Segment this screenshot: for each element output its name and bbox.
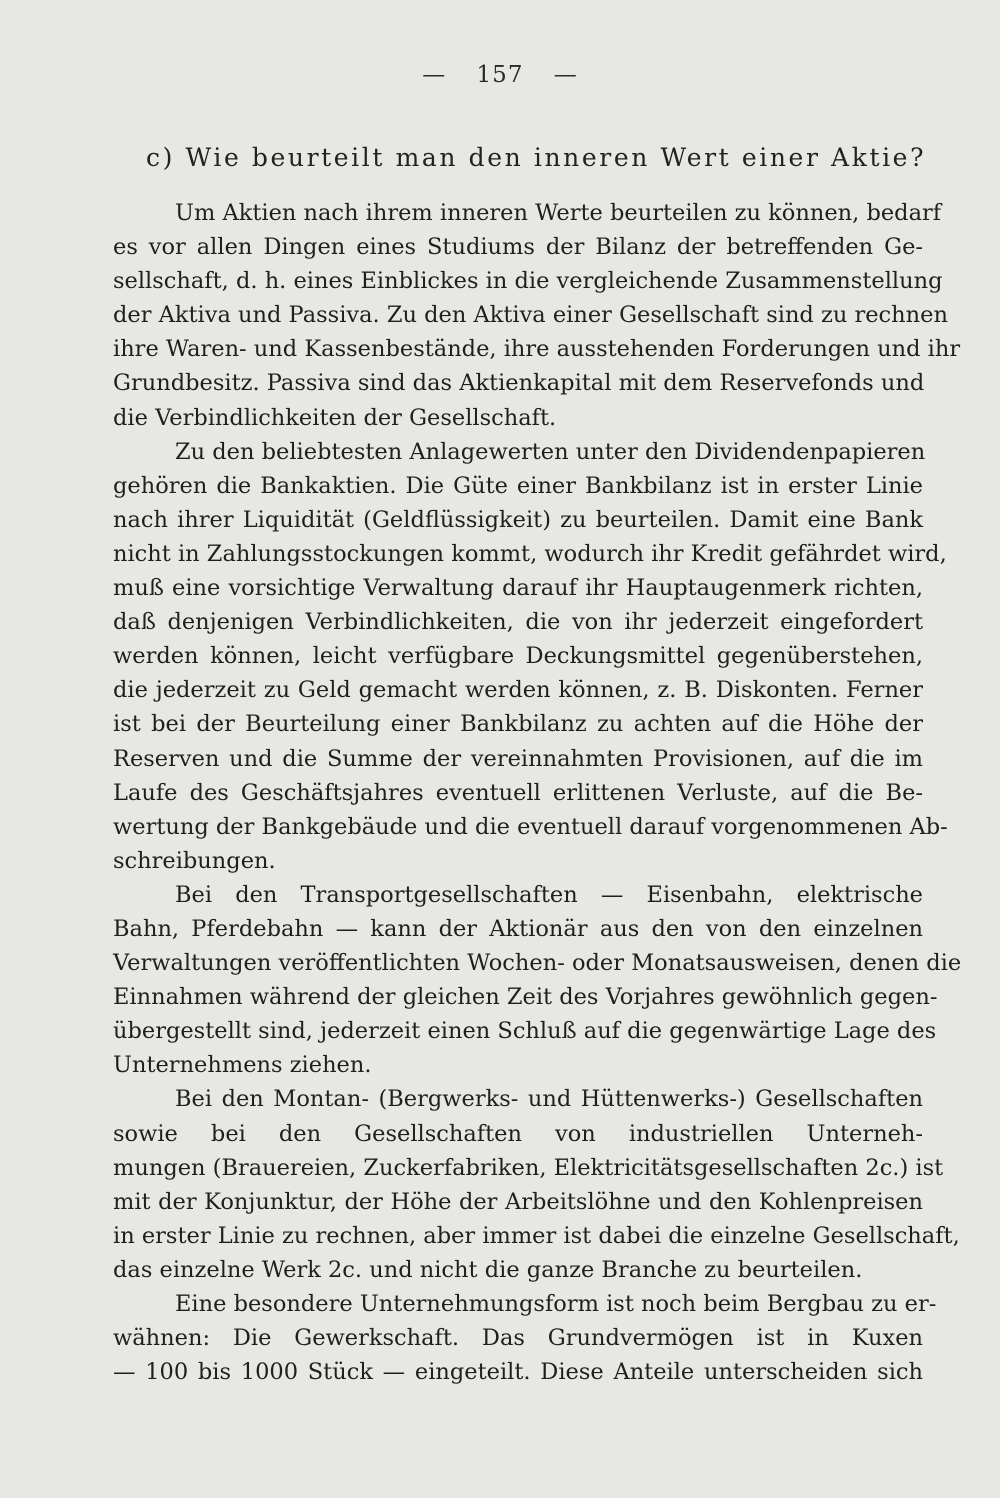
- text-line: Einnahmen während der gleichen Zeit des Vorjahres gewöhnlich gegen-: [113, 984, 938, 1011]
- page-number-dash-left: —: [422, 62, 447, 88]
- text-line: Bei den Transportgesellschaften — Eisenbahn, elektrische: [175, 881, 923, 908]
- section-heading: c) Wie beurteilt man den inneren Wert einer Aktie?: [146, 143, 927, 172]
- text-line: wähnen: Die Gewerkschaft. Das Grundvermögen ist in Kuxen: [113, 1325, 923, 1352]
- text-line: Eine besondere Unternehmungsform ist noch beim Bergbau zu er-: [175, 1291, 937, 1317]
- text-line: Laufe des Geschäftsjahres eventuell erlittenen Verluste, auf die Be-: [113, 779, 923, 806]
- text-line: schreibungen.: [113, 847, 276, 874]
- text-line: Unternehmens ziehen.: [113, 1052, 372, 1079]
- text-line: nach ihrer Liquidität (Geldflüssigkeit) zu beurteilen. Damit eine Bank: [113, 506, 923, 533]
- text-line: Bei den Montan- (Bergwerks- und Hüttenwerks-) Gesellschaften: [175, 1086, 923, 1113]
- text-line: nicht in Zahlungsstockungen kommt, wodurch ihr Kredit gefährdet wird,: [113, 540, 947, 567]
- text-line: der Aktiva und Passiva. Zu den Aktiva einer Gesellschaft sind zu rechnen: [113, 302, 948, 329]
- page-number: 157: [476, 62, 524, 88]
- text-line: die Verbindlichkeiten der Gesellschaft.: [113, 404, 557, 431]
- text-line: muß eine vorsichtige Verwaltung darauf ihr Hauptaugenmerk richten,: [113, 575, 923, 602]
- page-number-line: [0, 62, 1000, 88]
- text-line: übergestellt sind, jederzeit einen Schluß auf die gegenwärtige Lage des: [113, 1018, 937, 1045]
- page-number-dash-right: —: [553, 62, 578, 88]
- text-line: daß denjenigen Verbindlichkeiten, die von ihr jederzeit eingefordert: [113, 609, 923, 636]
- text-line: Grundbesitz. Passiva sind das Aktienkapital mit dem Reservefonds und: [113, 370, 925, 397]
- text-line: — 100 bis 1000 Stück — eingeteilt. Diese Anteile unterscheiden sich: [113, 1359, 923, 1386]
- text-line: wertung der Bankgebäude und die eventuell darauf vorgenommenen Ab-: [113, 813, 948, 840]
- text-line: gehören die Bankaktien. Die Güte einer Bankbilanz ist in erster Linie: [113, 472, 923, 499]
- body-text: [113, 196, 962, 1389]
- text-line: in erster Linie zu rechnen, aber immer ist dabei die einzelne Gesellschaft,: [113, 1222, 960, 1249]
- text-line: Um Aktien nach ihrem inneren Werte beurteilen zu können, bedarf: [175, 200, 942, 226]
- text-line: ihre Waren- und Kassenbestände, ihre ausstehenden Forderungen und ihr: [113, 336, 961, 363]
- text-line: Bahn, Pferdebahn — kann der Aktionär aus den von den einzelnen: [113, 915, 923, 942]
- text-line: mit der Konjunktur, der Höhe der Arbeitslöhne und den Kohlenpreisen: [113, 1188, 923, 1215]
- text-line: ist bei der Beurteilung einer Bankbilanz zu achten auf die Höhe der: [113, 711, 923, 738]
- text-line: sellschaft, d. h. eines Einblickes in die vergleichende Zusammenstellung: [113, 268, 943, 295]
- text-line: werden können, leicht verfügbare Deckungsmittel gegenüberstehen,: [113, 643, 923, 670]
- text-line: sowie bei den Gesellschaften von industriellen Unterneh-: [113, 1120, 923, 1147]
- text-line: die jederzeit zu Geld gemacht werden können, z. B. Diskonten. Ferner: [113, 677, 923, 704]
- text-line: Zu den beliebtesten Anlagewerten unter den Dividendenpapieren: [175, 438, 926, 465]
- text-line: Verwaltungen veröffentlichten Wochen- oder Monatsausweisen, denen die: [113, 950, 962, 977]
- text-line: es vor allen Dingen eines Studiums der Bilanz der betreffenden Ge-: [113, 234, 923, 261]
- text-line: das einzelne Werk 2c. und nicht die ganze Branche zu beurteilen.: [113, 1256, 863, 1283]
- text-line: Reserven und die Summe der vereinnahmten Provisionen, auf die im: [113, 745, 923, 772]
- text-line: mungen (Brauereien, Zuckerfabriken, Elektricitätsgesellschaften 2c.) ist: [113, 1154, 944, 1181]
